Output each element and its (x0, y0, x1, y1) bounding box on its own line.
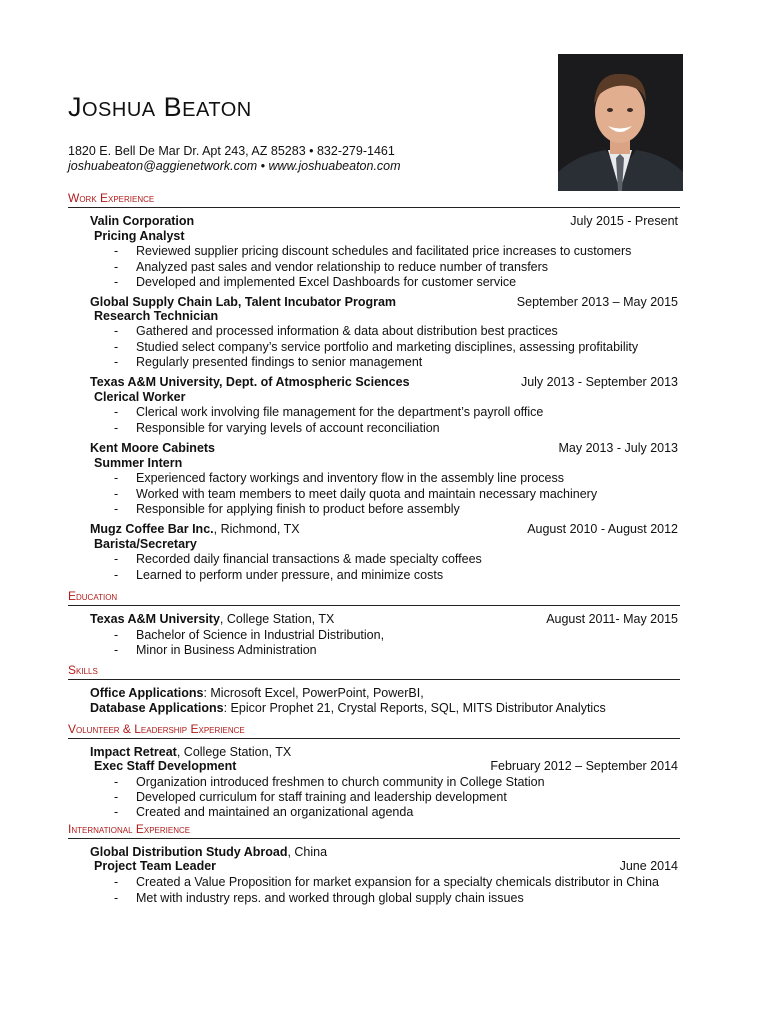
work-4-org: Mugz Coffee Bar Inc. (90, 522, 214, 536)
skills-line-1: Database Applications: Epicor Prophet 21, Crystal Reports, SQL, MITS Distributor Analytics (90, 701, 606, 715)
volunteer-header (90, 745, 678, 759)
work-entry-3-header (90, 441, 678, 455)
work-0-bullet-2: - Developed and implemented Excel Dashboards for customer service (114, 275, 517, 289)
volunteer-title: Exec Staff Development (94, 759, 237, 773)
work-2-bullet-0: - Clerical work involving file management for the department’s payroll office (114, 405, 544, 419)
work-0-title: Pricing Analyst (94, 229, 185, 243)
candidate-name (68, 92, 252, 123)
work-entry-2-header (90, 375, 678, 389)
name-last-cap: B (163, 92, 183, 122)
work-3-org: Kent Moore Cabinets (90, 441, 216, 455)
work-3-date: May 2013 - July 2013 (558, 441, 678, 455)
international-header (90, 845, 678, 859)
name-last-rest: EATON (182, 99, 252, 121)
volunteer-bullet-2: - Created and maintained an organizational agenda (114, 805, 414, 819)
volunteer-location: , College Station, TX (176, 745, 292, 759)
work-0-date: July 2015 - Present (570, 214, 678, 228)
work-3-bullet-2: - Responsible for applying finish to product before assembly (114, 502, 460, 516)
work-1-date: September 2013 – May 2015 (516, 295, 678, 309)
work-entry-1-header (90, 295, 678, 309)
work-4-bullet-1: - Learned to perform under pressure, and minimize costs (114, 568, 444, 582)
work-1-bullet-0: - Gathered and processed information & data about distribution best practices (114, 324, 558, 338)
work-1-bullet-2: - Regularly presented findings to senior management (114, 355, 423, 369)
work-4-date: August 2010 - August 2012 (527, 522, 678, 536)
portrait-image (558, 54, 683, 191)
contact-email-web: joshuabeaton@aggienetwork.com • www.joshuabeaton.com (68, 159, 401, 173)
work-1-bullet-1: - Studied select company’s service portfolio and marketing disciplines, assessing profitability (114, 340, 639, 354)
work-4-bullet-0: - Recorded daily financial transactions & made specialty coffees (114, 552, 482, 566)
section-skills: Skills (68, 663, 680, 680)
work-0-bullet-1: - Analyzed past sales and vendor relationship to reduce number of transfers (114, 260, 549, 274)
volunteer-org: Impact Retreat (90, 745, 177, 759)
work-0-bullet-0: - Reviewed supplier pricing discount schedules and facilitated price increases to customers (114, 244, 632, 258)
work-2-org: Texas A&M University, Dept. of Atmospheric Sciences (90, 375, 410, 389)
work-3-title: Summer Intern (94, 456, 183, 470)
work-2-date: July 2013 - September 2013 (520, 375, 678, 389)
volunteer-bullet-1: - Developed curriculum for staff training and leadership development (114, 790, 507, 804)
work-1-title: Research Technician (94, 309, 219, 323)
section-volunteer-leadership: Volunteer & Leadership Experience (68, 722, 680, 739)
work-3-bullet-0: - Experienced factory workings and inventory flow in the assembly line process (114, 471, 564, 485)
work-3-bullet-1: - Worked with team members to meet daily quota and maintain necessary machinery (114, 487, 598, 501)
education-date: August 2011- May 2015 (546, 612, 678, 626)
international-bullet-0: - Created a Value Proposition for market expansion for a specialty chemicals distributor in China (114, 875, 659, 889)
work-2-title: Clerical Worker (94, 390, 186, 404)
education-location: , College Station, TX (219, 612, 335, 626)
work-2-bullet-1: - Responsible for varying levels of account reconciliation (114, 421, 440, 435)
international-date: June 2014 (619, 859, 678, 873)
work-entry-0-header (90, 214, 678, 228)
section-work-experience: Work Experience (68, 191, 680, 208)
name-first-cap: J (68, 92, 82, 122)
international-bullet-1: - Met with industry reps. and worked through global supply chain issues (114, 891, 524, 905)
profile-photo (558, 54, 683, 191)
work-entry-4-header (90, 522, 678, 536)
international-title: Project Team Leader (94, 859, 217, 873)
education-header (90, 612, 678, 626)
work-4-title: Barista/Secretary (94, 537, 197, 551)
contact-address: 1820 E. Bell De Mar Dr. Apt 243, AZ 85283 • 832-279-1461 (68, 144, 395, 158)
education-bullet-0: - Bachelor of Science in Industrial Distribution, (114, 628, 385, 642)
work-1-org: Global Supply Chain Lab, Talent Incubator Program (90, 295, 397, 309)
skills-line-0: Office Applications: Microsoft Excel, PowerPoint, PowerBI, (90, 686, 424, 700)
name-first-rest: OSHUA (82, 99, 156, 121)
education-bullet-1: - Minor in Business Administration (114, 643, 317, 657)
work-0-org: Valin Corporation (90, 214, 195, 228)
education-org: Texas A&M University (90, 612, 220, 626)
volunteer-bullet-0: - Organization introduced freshmen to church community in College Station (114, 775, 545, 789)
work-4-location: , Richmond, TX (213, 522, 300, 536)
international-org: Global Distribution Study Abroad (90, 845, 288, 859)
volunteer-date: February 2012 – September 2014 (490, 759, 678, 773)
section-education: Education (68, 589, 680, 606)
international-location: , China (287, 845, 328, 859)
section-international: International Experience (68, 822, 680, 839)
